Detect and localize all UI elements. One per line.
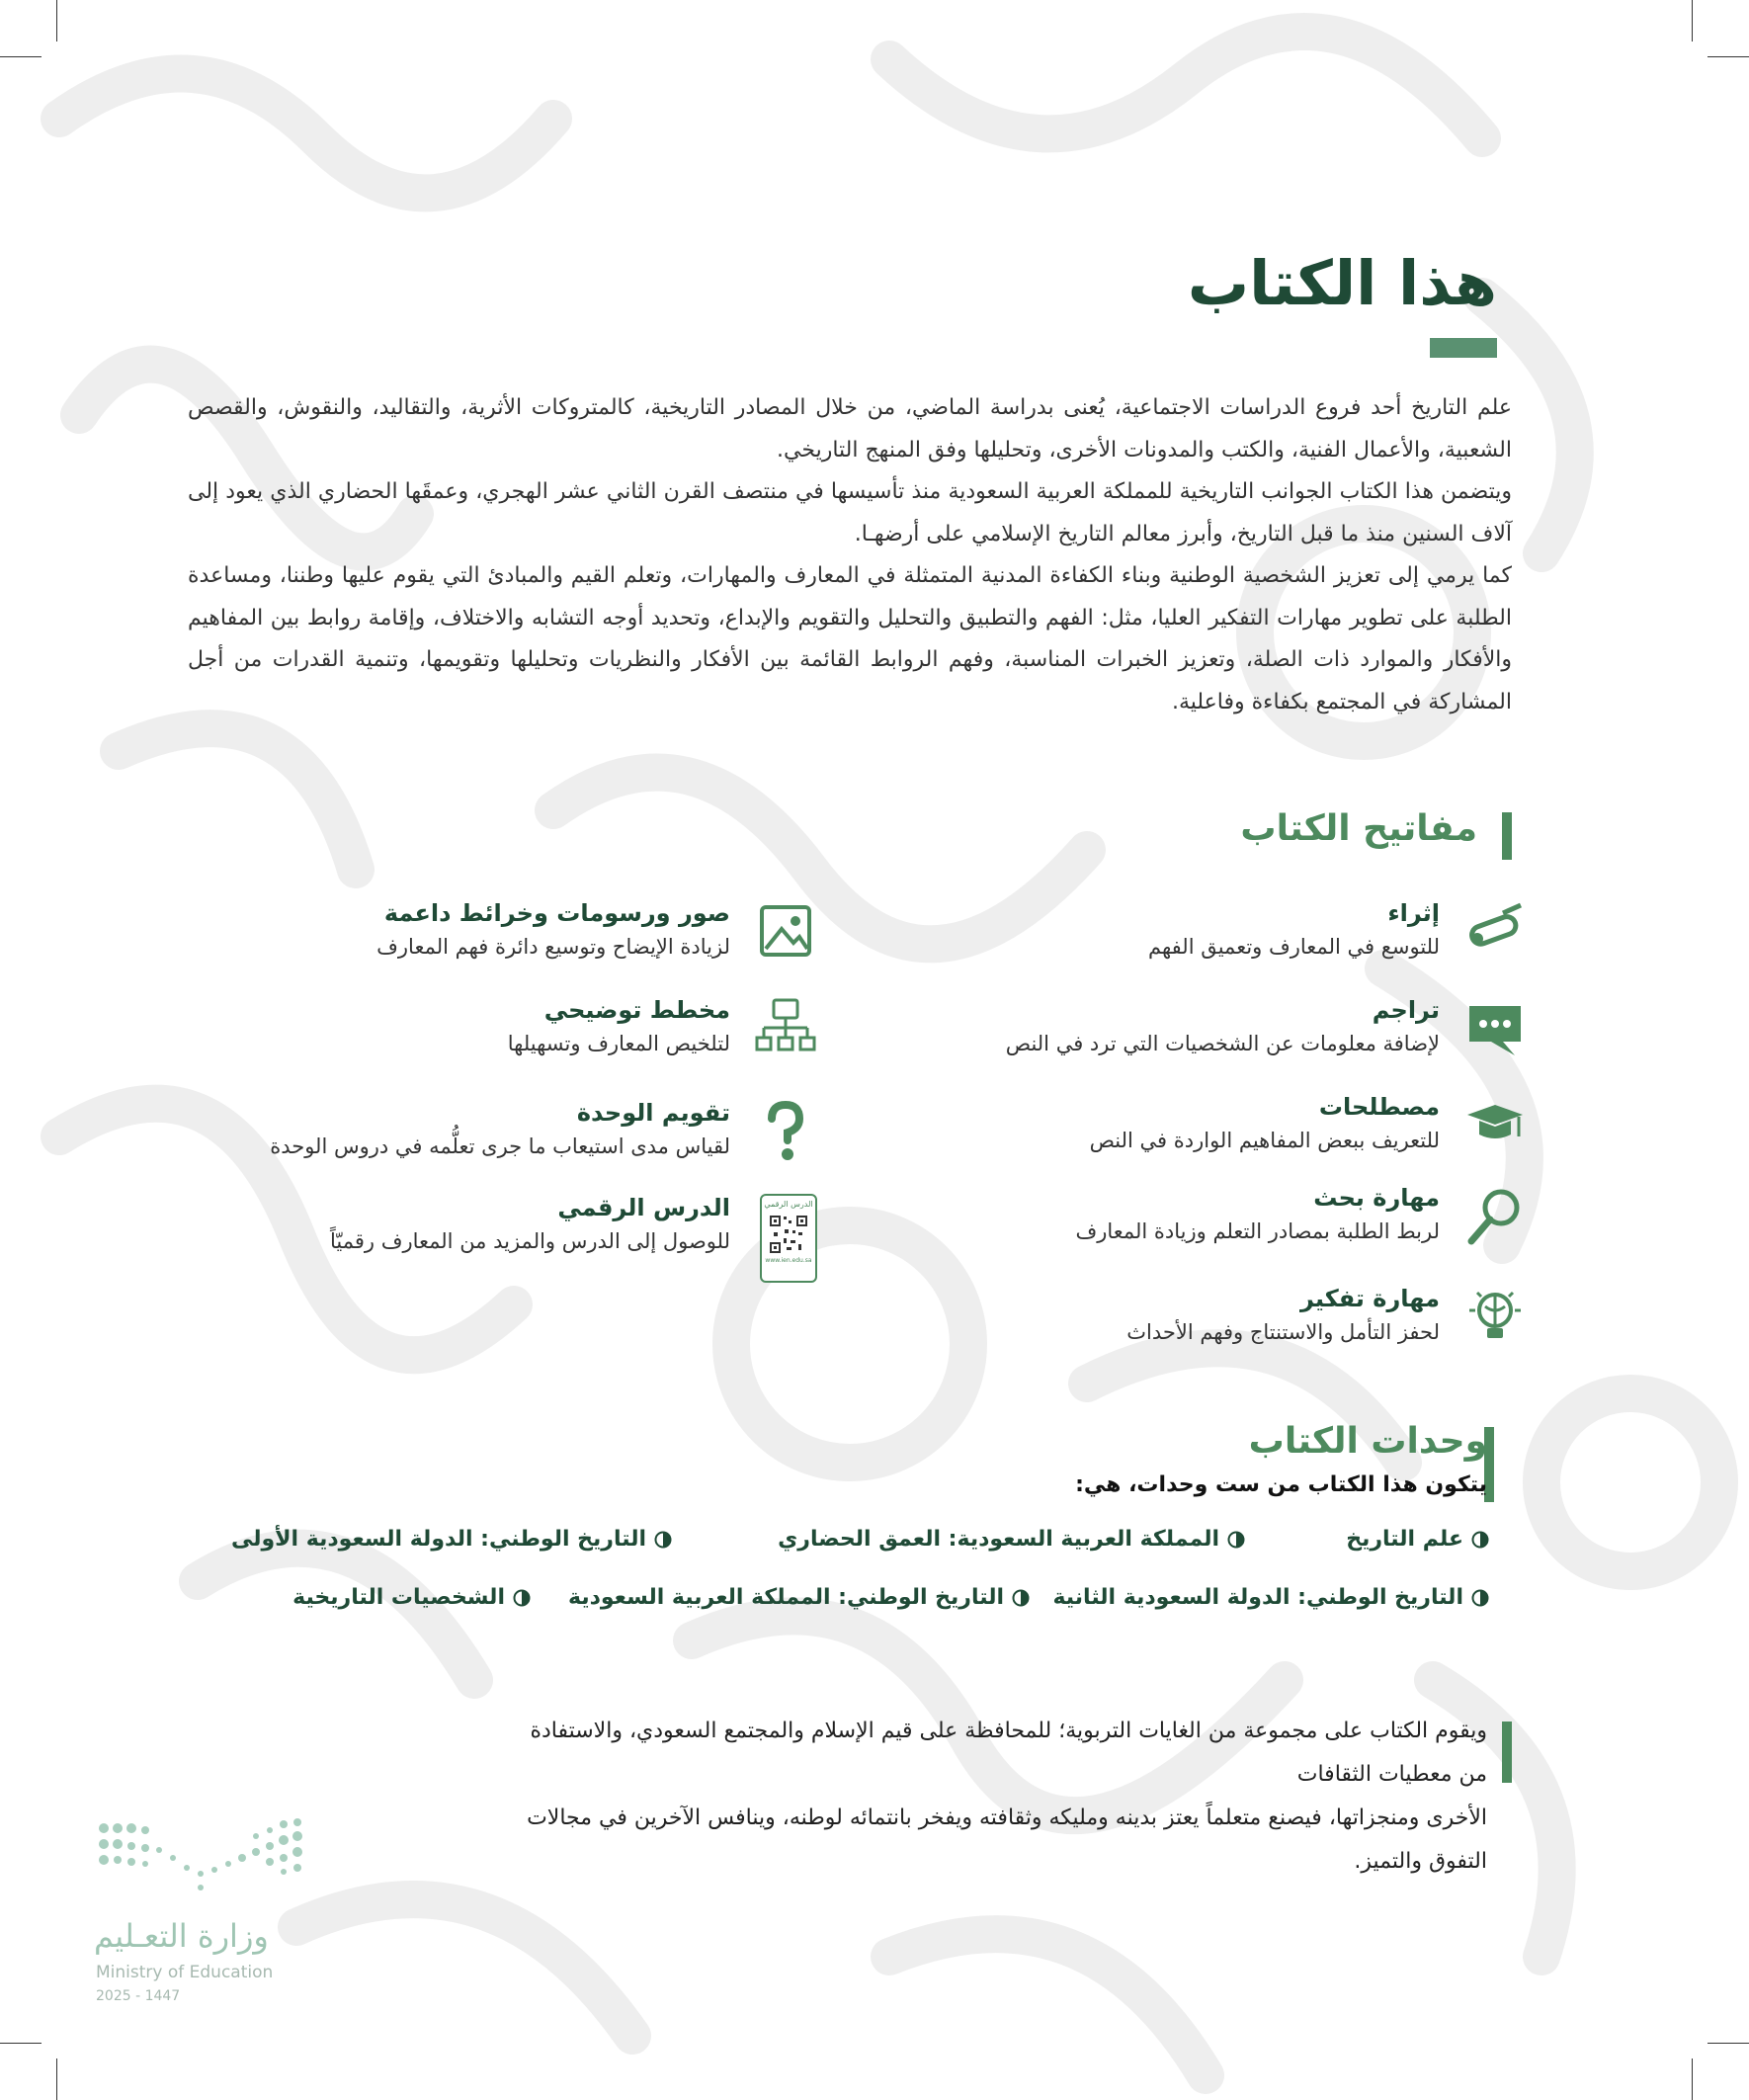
unit-item — [231, 1527, 672, 1552]
key-title: مخطط توضيحي — [543, 996, 730, 1024]
closing-line: ويقوم الكتاب على مجموعة من الغايات التربوية؛ للمحافظة على قيم الإسلام والمجتمع السعودي، والاستفادة من معطيات الثقافات — [530, 1719, 1487, 1787]
magnifier-icon — [1463, 1184, 1527, 1247]
bullet-icon — [1471, 1589, 1489, 1607]
key-item-tafkir — [914, 1285, 1527, 1354]
flowchart-icon — [754, 996, 817, 1059]
title-underline — [1430, 338, 1497, 358]
crop-mark — [1692, 2058, 1693, 2100]
unit-item — [292, 1585, 531, 1610]
crop-mark — [1707, 56, 1749, 57]
key-item-digital-lesson — [205, 1194, 817, 1263]
key-item-tarajim — [914, 996, 1527, 1065]
units-intro: يتكون هذا الكتاب من ست وحدات، هي: — [1075, 1472, 1487, 1497]
key-desc: لتلخيص المعارف وتسهيلها — [507, 1032, 730, 1055]
units-heading: وحدات الكتاب — [1248, 1421, 1487, 1462]
unit-label: المملكة العربية السعودية: العمق الحضاري — [778, 1527, 1219, 1552]
unit-label: التاريخ الوطني: الدولة السعودية الثانية — [1052, 1585, 1463, 1610]
unit-item — [568, 1585, 1030, 1610]
key-item-assessment — [205, 1099, 817, 1168]
logo-arabic: وزارة التعـليم — [94, 1917, 269, 1955]
key-item-bahth — [914, 1184, 1527, 1253]
speech-bubble-icon — [1463, 996, 1527, 1059]
unit-label: علم التاريخ — [1346, 1527, 1463, 1552]
key-title: مهارة تفكير — [1299, 1285, 1440, 1312]
key-title: صور ورسومات وخرائط داعمة — [383, 899, 730, 927]
bullet-icon — [513, 1589, 531, 1607]
key-title: الدرس الرقمي — [557, 1194, 730, 1221]
scroll-icon — [1463, 899, 1527, 963]
question-mark-icon — [754, 1099, 817, 1162]
closing-bar — [1502, 1722, 1512, 1783]
intro-paragraph: كما يرمي إلى تعزيز الشخصية الوطنية وبناء الكفاءة المدنية المتمثلة في المعارف والمهارات، وتعلم القيم والمبادئ التي يقوم عليها وطننا، ومساعدة الطلبة على تطوير مهارات التفكير العليا، مثل: الفهم والتطبيق والتحليل والتقويم والإبداع، وتحديد أوجه التشابه والاختلاف، وإقامة روابط بين المفاهيم والأفكار والموارد ذات الصلة، وتعزيز الخبرات المناسبة، وفهم الروابط القائمة بين الأفكار والنظريات وتحليلها وتقويمها، وتنمية القدرات من أجل المشاركة في المجتمع بكفاءة وفاعلية. — [188, 563, 1512, 714]
keys-heading-bar — [1502, 812, 1512, 860]
key-item-ithraa — [914, 899, 1527, 968]
key-desc: لزيادة الإيضاح وتوسيع دائرة فهم المعارف — [376, 935, 730, 959]
crop-mark — [0, 56, 42, 57]
unit-item — [1346, 1527, 1489, 1552]
keys-heading: مفاتيح الكتاب — [1240, 808, 1477, 849]
bullet-icon — [1012, 1589, 1030, 1607]
crop-mark — [1707, 2043, 1749, 2044]
crop-mark — [0, 2043, 42, 2044]
crop-mark — [56, 2058, 57, 2100]
key-title: مهارة بحث — [1313, 1184, 1440, 1212]
intro-text — [188, 387, 1512, 723]
logo-english: Ministry of Education — [96, 1963, 274, 1982]
qr-code-icon — [760, 1194, 817, 1283]
key-desc: للتعريف ببعض المفاهيم الواردة في النص — [1089, 1129, 1440, 1152]
key-item-mustalahat — [914, 1093, 1527, 1162]
ministry-logo — [94, 1818, 331, 2006]
key-desc: لحفز التأمل والاستنتاج وفهم الأحداث — [1126, 1320, 1440, 1344]
qr-url: www.ien.edu.sa — [765, 1257, 812, 1264]
intro-paragraph: علم التاريخ أحد فروع الدراسات الاجتماعية، يُعنى بدراسة الماضي، من خلال المصادر التاريخية، كالمتروكات الأثرية، والتقاليد، والنقوش، والقصص الشعبية، والأعمال الفنية، والكتب والمدونات الأخرى، وتحليلها وفق المنهج التاريخي. — [188, 395, 1512, 462]
key-desc: لقياس مدى استيعاب ما جرى تعلُّمه في دروس الوحدة — [270, 1134, 730, 1158]
bullet-icon — [1227, 1531, 1245, 1549]
logo-dots-icon — [94, 1818, 311, 1897]
key-item-images — [205, 899, 817, 968]
crop-mark — [1692, 0, 1693, 42]
key-desc: للوصول إلى الدرس والمزيد من المعارف رقميّاً — [329, 1229, 730, 1253]
crop-mark — [56, 0, 57, 42]
unit-label: التاريخ الوطني: الدولة السعودية الأولى — [230, 1527, 646, 1552]
brain-bulb-icon — [1463, 1285, 1527, 1348]
logo-year: 2025 - 1447 — [96, 1988, 181, 2004]
key-desc: لإضافة معلومات عن الشخصيات التي ترد في النص — [1005, 1032, 1440, 1055]
key-desc: لربط الطلبة بمصادر التعلم وزيادة المعارف — [1075, 1219, 1440, 1243]
key-title: إثراء — [1387, 899, 1440, 927]
unit-item — [1052, 1585, 1489, 1610]
closing-text — [499, 1710, 1487, 1884]
qr-label: الدرس الرقمي — [764, 1200, 813, 1209]
closing-line: الأخرى ومنجزاتها، فيصنع متعلماً يعتز بدينه ومليكه وثقافته ويفخر بانتمائه لوطنه، وينافس الآخرين في مجالات التفوق والتميز. — [527, 1806, 1487, 1874]
bullet-icon — [1471, 1531, 1489, 1549]
unit-label: التاريخ الوطني: المملكة العربية السعودية — [567, 1585, 1004, 1610]
key-desc: للتوسع في المعارف وتعميق الفهم — [1148, 935, 1440, 959]
key-title: تراجم — [1372, 996, 1440, 1024]
unit-label: الشخصيات التاريخية — [292, 1585, 505, 1610]
qr-pattern — [769, 1215, 808, 1254]
bullet-icon — [654, 1531, 672, 1549]
key-title: مصطلحات — [1318, 1093, 1440, 1121]
graduation-cap-icon — [1463, 1093, 1527, 1156]
image-icon — [754, 899, 817, 963]
key-title: تقويم الوحدة — [576, 1099, 730, 1127]
key-item-diagram — [205, 996, 817, 1065]
intro-paragraph: ويتضمن هذا الكتاب الجوانب التاريخية للمملكة العربية السعودية منذ تأسيسها في منتصف القرن الثاني عشر الهجري، وعمقَها الحضاري الذي يعود إلى آلاف السنين منذ ما قبل التاريخ، وأبرز معالم التاريخ الإسلامي على أرضهـا. — [188, 479, 1512, 546]
page-title: هذا الكتاب — [1187, 247, 1497, 319]
unit-item — [778, 1527, 1245, 1552]
